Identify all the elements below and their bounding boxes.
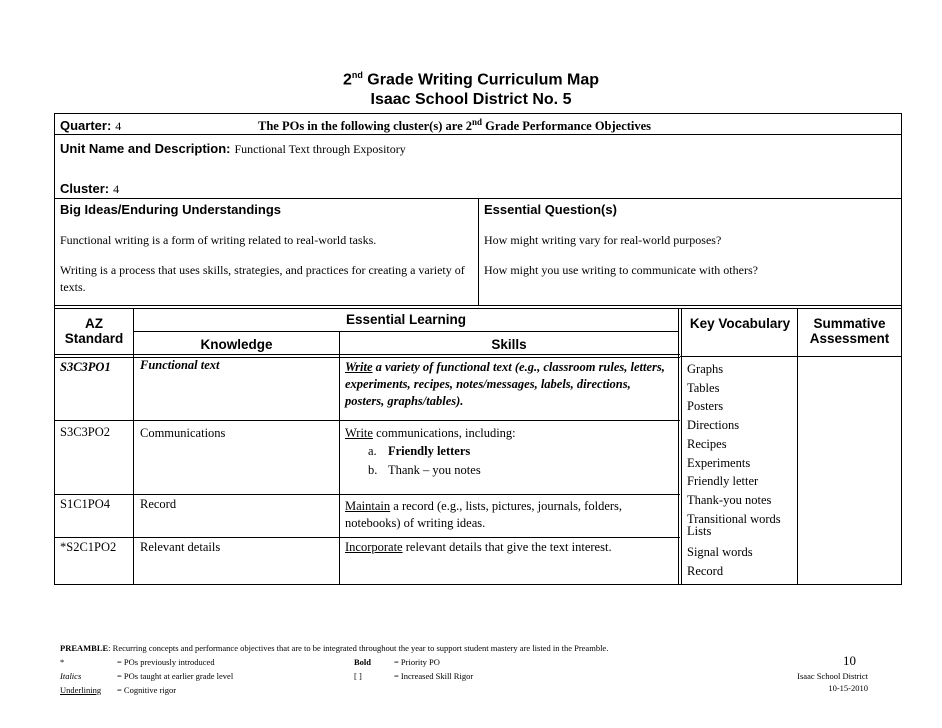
page-number: 10 <box>843 653 856 668</box>
big-idea-1: Functional writing is a form of writing related to real-world tasks. <box>60 233 377 247</box>
quarter-field: Quarter: 4 <box>60 118 122 133</box>
essential-question-1: How might writing vary for real-world purposes? <box>484 233 722 247</box>
vocab-item: Recipes <box>687 436 727 451</box>
header-essential-learning: Essential Learning <box>345 312 467 327</box>
vocab-item: Transitional words <box>687 511 781 526</box>
vocab-item: Friendly letter <box>687 474 759 489</box>
table-row-1-knowledge: Functional text <box>140 358 220 372</box>
table-row-3-knowledge: Record <box>140 497 177 511</box>
legend-row-1: * = POs previously introduced <box>60 657 215 667</box>
essential-questions-heading: Essential Question(s) <box>484 202 617 217</box>
legend-bold: Bold = Priority PO <box>354 657 440 667</box>
footer-org: Isaac School District <box>797 671 868 681</box>
vocab-item: Graphs <box>687 362 724 376</box>
table-row-1-skill: Write a variety of functional text (e.g., classroom rules, letters, experiments, recipes, notes/messages, labels, directions, posters, graphs/tables). <box>345 360 665 408</box>
header-az-standard: AZ Standard <box>64 316 124 346</box>
table-row-2-skill: Write communications, including: <box>345 426 516 440</box>
legend-brackets: [ ] = Increased Skill Rigor <box>354 671 474 681</box>
big-idea-2: Writing is a process that uses skills, strategies, and practices for creating a variety of texts. <box>60 263 465 294</box>
table-row-2-knowledge: Communications <box>140 426 226 440</box>
vocab-item: Thank-you notes <box>687 492 772 507</box>
table-row-4-skill: Incorporate relevant details that give the text interest. <box>345 540 612 554</box>
vocab-item: Experiments <box>687 455 751 470</box>
cluster-field: Cluster: 4 <box>60 181 120 196</box>
skill-sub-item-a: a. Friendly letters <box>368 444 471 458</box>
page-title: 2nd Grade Writing Curriculum Map <box>342 70 600 89</box>
essential-question-2: How might you use writing to communicate with others? <box>484 263 758 277</box>
skill-sub-item-b: b. Thank – you notes <box>368 463 481 477</box>
table-row-4-standard: *S2C1PO2 <box>60 540 117 554</box>
vocab-item: Posters <box>687 399 724 414</box>
unit-field: Unit Name and Description: Functional Text through Expository <box>60 141 406 156</box>
table-row-2-standard: S3C3PO2 <box>60 425 111 439</box>
preamble-note: PREAMBLE: Recurring concepts and performance objectives that are to be integrated throughout the year to support student mastery are listed in the Preamble. <box>60 643 609 653</box>
legend-row-3: Underlining = Cognitive rigor <box>60 685 177 695</box>
header-knowledge: Knowledge <box>200 337 273 352</box>
table-row-3-skill: Maintain a record (e.g., lists, pictures, journals, folders, notebooks) of writing ideas. <box>345 499 623 530</box>
district-name: Isaac School District No. 5 <box>370 91 572 108</box>
footer-date: 10-15-2010 <box>828 683 868 693</box>
header-key-vocabulary: Key Vocabulary <box>689 316 791 331</box>
table-row-1-standard: S3C3PO1 <box>60 360 111 374</box>
vocab-item: Lists <box>687 524 712 539</box>
key-vocabulary-list <box>687 360 797 580</box>
vocab-item: Directions <box>687 418 740 433</box>
legend-row-2: Italics = POs taught at earlier grade level <box>60 671 234 681</box>
vocab-item: Signal words <box>687 545 753 560</box>
table-row-3-standard: S1C1PO4 <box>60 497 111 511</box>
big-ideas-heading: Big Ideas/Enduring Understandings <box>60 202 282 217</box>
vocab-item: Record <box>687 563 724 578</box>
header-summative-assessment: Summative Assessment <box>809 316 890 346</box>
table-row-4-knowledge: Relevant details <box>140 540 221 554</box>
vocab-item: Tables <box>687 380 720 395</box>
header-skills: Skills <box>491 337 527 352</box>
cluster-notice: The POs in the following cluster(s) are 2nd Grade Performance Objectives <box>258 117 652 134</box>
